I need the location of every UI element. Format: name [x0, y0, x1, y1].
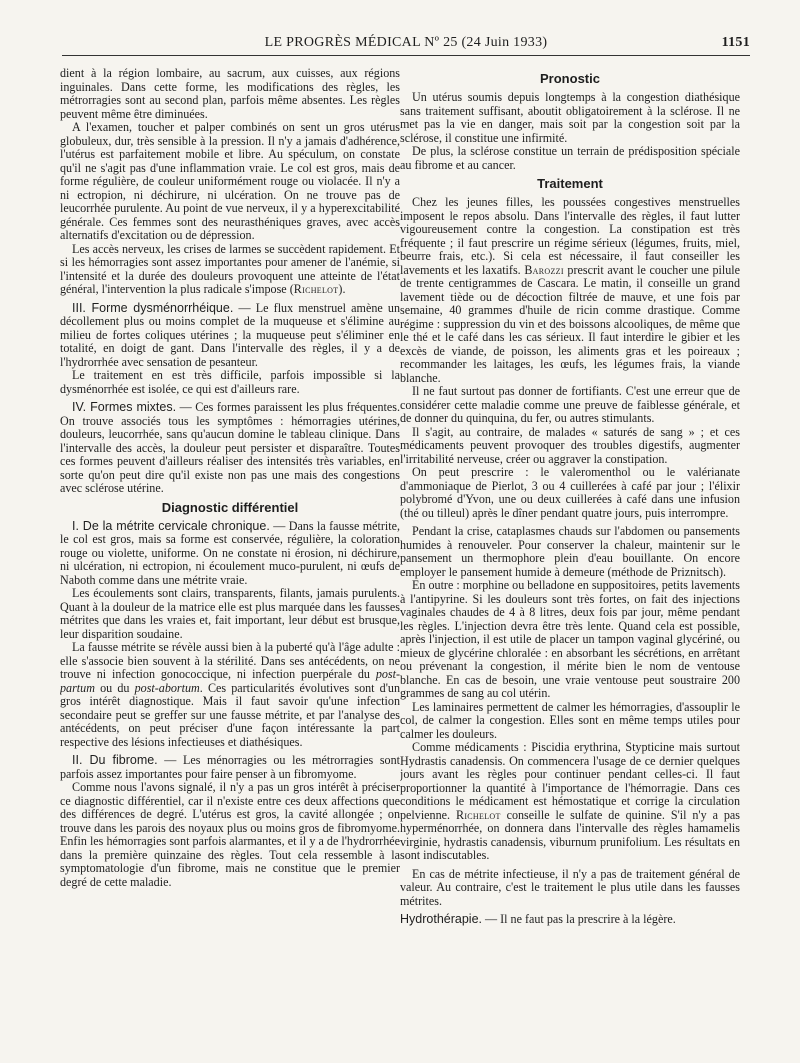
page-number: 1151 — [721, 35, 750, 50]
section-lead: Hydrothérapie. — [400, 912, 482, 926]
paragraph: Comme nous l'avons signalé, il n'y a pas un gros intérêt à préciser ce diagnostic différentiel, car il n'existe entre ces deux affections que des différences de degré. L'utérus est gros, la cavité allongée ; on trouve dans les parois des noyaux plus ou moins gros de fibromyome. Enfin les hémorragies sont parfois alarmantes, et il y a de l'hydrorrhée dans la première quinzaine des règles. Tout cela ressemble à la symptomatologie d'un fibrome, mais ne constitue que le premier degré de cette maladie. — [60, 780, 400, 889]
paragraph: De plus, la sclérose constitue un terrain de prédisposition spéciale au fibrome et au cancer. — [400, 144, 740, 172]
section-paragraph — [60, 401, 400, 496]
right-column — [400, 67, 740, 1052]
paragraph-text: . Ces particularités évolutives sont d'un gros intérêt diagnostique. Mais il faut savoir qu'une infection secondaire peut se greffer sur une fausse métrite, et par l'analyse des antécédents, on peut préciser d'une façon intéressante la part respective des lésions infectieuses et diathésiques. — [60, 680, 400, 749]
paragraph — [400, 196, 740, 385]
paragraph: Il ne faut surtout pas donner de fortifiants. C'est une erreur que de considérer cette maladie comme une preuve de faiblesse générale, et de donner du quinquina, du fer, ou autres stimulants. — [400, 384, 740, 425]
paragraph-text: ). — [338, 282, 346, 296]
latin-term: post-partum — [60, 667, 400, 695]
paragraph — [60, 641, 400, 749]
section-lead: IV. Formes mixtes. — [72, 400, 177, 414]
paragraph: Pendant la crise, cataplasmes chauds sur l'abdomen ou pansements humides à renouveler. Pour conserver la chaleur, maintenir sur le pansement un thermophore plein d'eau bouillante. On encore employer le pansement humide à demeure (méthode de Priznitsch). — [400, 524, 740, 579]
paragraph: Un utérus soumis depuis longtemps à la congestion diathésique sans traitement suffisant, aboutit obligatoirement à la sclérose. Il ne met pas la vie en danger, mais soit par la congestion soit par la sclérose, il constitue une infirmité. — [400, 90, 740, 145]
paragraph-text: prescrit avant le coucher une pilule de trente centigrammes de Cascara. Le matin, il conseille un grand lavement tiède ou de décoction filtrée de mauve, et une fois par semaine, 40 grammes d'huile de ricin comme drastique. Comme régime : suppression du vin et des boissons alcooliques, de même que le thé et le café dans les cas sérieux. Il faut interdire le gibier et les excès de viande, de poisson, les aliments gras et les poireaux ; recommander les laitages, les œufs, les légumes frais, la viande blanche. — [400, 262, 740, 385]
author-name: Barozzi — [524, 262, 564, 277]
section-lead: III. Forme dysménorrhéique. — [72, 300, 234, 315]
paragraph-text: Chez les jeunes filles, les poussées congestives menstruelles imposent le repos absolu. Dans l'intervalle des règles, il faut lutter vigoureusement contre la congestion. La constipation est très fréquente ; il faut prescrire un régime sérieux (légumes, fruits, miel, beurre frais, etc.). Si cela est nécessaire, il faut conseiller les lavements et les laxatifs. — [400, 195, 740, 277]
section-paragraph — [400, 913, 740, 927]
paragraph-text: — Le flux menstruel amène un décollement plus ou moins complet de la muqueuse et s'élimine au milieu de fortes coliques utérines ; la muqueuse peut s'éliminer en totalité, en doigt de gant. Dans l'intervalle des règles, il y a de l'hydrorrhée avec sensation de pesanteur. — [60, 300, 400, 369]
left-column — [60, 67, 400, 1052]
paragraph: En outre : morphine ou belladone en suppositoires, petits lavements à l'antipyrine. Si les douleurs sont très fortes, on fait des injections vaginales chaudes de 4 à 8 litres, deux fois par jour, même pendant les règles. L'injection devra être très lente. Quand cela est possible, après l'injection, il est utile de placer un tampon vaginal glycériné, ou mieux de glycérine chloralée : en absorbant les sécrétions, en arrêtant ou prévenant la congestion, il mérite bien le nom de ventouse blanche. En cas de besoin, une vraie ventouse peut soustraire 200 grammes de sang au col utérin. — [400, 578, 740, 700]
paragraph: A l'examen, toucher et palper combinés on sent un gros utérus globuleux, dur, très sensible à la pression. Il n'y a jamais d'adhérence, l'utérus est parfaitement mobile et libre. Au spéculum, on constate qu'il ne s'agit pas d'une inflammation vraie. Le col est gros, mais de forme régulière, de couleur uniformément rouge ou violacée. Il n'y a ni ectropion, ni déchirure, ni ulcération. On ne trouve pas de leucorrhée purulente. Au point de vue nerveux, il y a hyperexcitabilité générale. Ces femmes sont des neurasthéniques graves, avec accès alternatifs d'excitation ou de dépression. — [60, 120, 400, 242]
paragraph: Les laminaires permettent de calmer les hémorragies, d'assouplir le col, de calmer la congestion. Elles sont en même temps utiles pour calmer les douleurs. — [400, 699, 740, 741]
paragraph-text: Les accès nerveux, les crises de larmes se succèdent rapidement. Et si les hémorragies sont assez importantes pour amener de l'anémie, si l'intensité et la durée des douleurs provoquent une atteinte de l'état général, l'intervention la plus radicale s'impose ( — [60, 241, 400, 296]
paragraph-text: — Il ne faut pas la prescrire à la légère. — [482, 912, 676, 926]
latin-term: post-abortum — [134, 680, 200, 695]
paragraph: En cas de métrite infectieuse, il n'y a pas de traitement général de valeur. Au contraire, c'est le traitement le plus utile dans les fausses métrites. — [400, 866, 740, 908]
paragraph: Le traitement en est très difficile, parfois impossible si la dysménorrhée est isolée, ce qui est d'ailleurs rare. — [60, 368, 400, 396]
author-name: Richelot — [293, 282, 339, 296]
paragraph — [60, 243, 400, 297]
paragraph — [400, 741, 740, 863]
section-paragraph — [60, 302, 400, 370]
paragraph: dient à la région lombaire, au sacrum, aux cuisses, aux régions inguinales. Dans cette forme, les modifications des règles, les métrorragies sont au second plan, parfois même absentes. Les règles peuvent même être diminuées. — [60, 67, 400, 121]
paragraph-text: — Dans la fausse métrite, le col est gros, mais sa forme est conservée, régulière, la coloration rouge ou violette, uniforme. On ne constate ni érosion, ni déchirure, ni ulcération, ni ectropion, ni écoulement muco-purulent, ni œufs de Naboth comme dans une métrite vraie. — [60, 518, 400, 587]
paragraph-text: Comme médicaments : Piscidia erythrina, Stypticine mais surtout Hydrastis canadensis. On commencera l'usage de ce dernier quelques jours avant les règles pour continuer pendant celles-ci. Il faut proportionner la quantité à l'importance de l'hémorragie. Dans ces conditions le médicament est hémostatique et corrige la circulation pelvienne. — [400, 740, 740, 822]
paragraph-text: conseille le sulfate de quinine. S'il n'y a pas hyperménorrhée, on donnera dans l'intervalle des règles hamamelis virginie, hydrastis canadensis, viburnum prunifolium. Les résultats en sont indiscutables. — [400, 807, 740, 862]
section-heading: Traitement — [537, 176, 603, 191]
section-lead: II. Du fibrome. — [72, 753, 158, 767]
paragraph-text: — Ces formes paraissent les plus fréquentes. On trouve associés tous les symptômes : hémorragies utérines, douleurs, leucorrhée, sans qu'aucun domine le tableau clinique. Dans l'intervalle des accès, la douleur peut persister et disparaître. Toutes ces formes peuvent d'ailleurs réaliser des intensités très variables, en sorte qu'on peut dire qu'il existe non pas une mais des congestions avec sclérose utérine. — [60, 400, 400, 495]
paragraph-text: La fausse métrite se révèle aussi bien à la puberté qu'à l'âge adulte : elle s'associe bien souvent à la stérilité. Dans ses antécédents, on ne trouve ni infection gonococcique, ni infection puerpérale du — [60, 640, 400, 681]
section-lead: I. De la métrite cervicale chronique. — [72, 518, 270, 533]
journal-title: LE PROGRÈS MÉDICAL Nº 25 (24 Juin 1933) — [264, 35, 548, 50]
paragraph-text: — Les ménorragies ou les métrorragies sont parfois assez importantes pour faire penser à un fibromyome. — [60, 753, 400, 781]
author-name: Richelot — [455, 807, 501, 822]
section-paragraph — [60, 754, 400, 781]
paragraph: Il s'agit, au contraire, de malades « saturés de sang » ; et ces médicaments peuvent provoquer des troubles digestifs, augmenter l'irritabilité nerveuse, créer ou aggraver la constipation. — [400, 424, 740, 466]
paragraph: Les écoulements sont clairs, transparents, filants, jamais purulents. Quant à la douleur de la matrice elle est plus marquée dans les fausses métrites que dans les vraies et, fait important, leur début est brusque, leur disparition soudaine. — [60, 586, 400, 641]
paragraph-text: ou du — [94, 680, 135, 695]
paragraph: On peut prescrire : le valeromenthol ou le valérianate d'ammoniaque de Pierlot, 3 ou 4 cuillerées à café par jour ; l'élixir polybromé d'Yvon, une ou deux cuillerées à café dans une infusion (thé ou tilleul) après le dîner pendant quatre jours, puis interrompre. — [400, 465, 740, 520]
section-heading: Pronostic — [540, 71, 600, 86]
section-heading: Diagnostic différentiel — [161, 499, 299, 515]
section-paragraph — [60, 520, 400, 588]
running-head — [62, 35, 750, 56]
